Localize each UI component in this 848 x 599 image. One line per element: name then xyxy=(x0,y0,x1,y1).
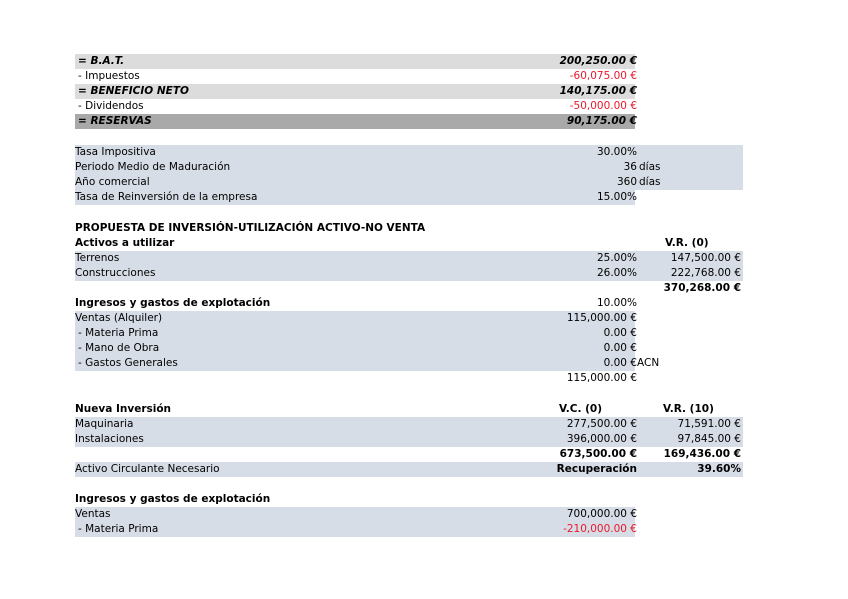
anio-label: Año comercial xyxy=(75,176,150,188)
gg-value: 0.00 € xyxy=(603,357,637,369)
vr0-header: V.R. (0) xyxy=(665,237,709,249)
recup-label: Recuperación xyxy=(556,463,637,475)
activos-header: Activos a utilizar xyxy=(75,237,175,249)
inst-vr: 97,845.00 € xyxy=(677,433,741,445)
recup-value: 39.60% xyxy=(697,463,741,475)
constr-vr: 222,768.00 € xyxy=(670,267,741,279)
ventas-label: Ventas (Alquiler) xyxy=(75,312,163,324)
ventas-value: 115,000.00 € xyxy=(566,312,637,324)
dividendos-value: -50,000.00 € xyxy=(569,100,637,112)
bat-value: 200,250.00 € xyxy=(559,55,637,67)
ventas2-value: 700,000.00 € xyxy=(566,508,637,520)
mp2-value: -210,000.00 € xyxy=(563,523,637,535)
total-vr: 370,268.00 € xyxy=(663,282,741,294)
mo-label: - Mano de Obra xyxy=(78,342,160,354)
vc0-header: V.C. (0) xyxy=(559,403,603,415)
beneficio-value: 140,175.00 € xyxy=(559,85,637,97)
mp-label: - Materia Prima xyxy=(78,327,159,339)
total-vr10: 169,436.00 € xyxy=(663,448,741,460)
maq-vr: 71,591.00 € xyxy=(677,418,741,430)
mp2-label: - Materia Prima xyxy=(78,523,159,535)
anio-unit: días xyxy=(639,176,661,188)
beneficio-label: = BENEFICIO NETO xyxy=(78,85,189,97)
acn-label: Activo Circulante Necesario xyxy=(75,463,220,475)
dividendos-label: - Dividendos xyxy=(78,100,144,112)
reinv-label: Tasa de Reinversión de la empresa xyxy=(75,191,258,203)
pmm-value: 36 xyxy=(623,161,637,173)
tasa-label: Tasa Impositiva xyxy=(75,146,156,158)
mo-value: 0.00 € xyxy=(603,342,637,354)
maq-label: Maquinaria xyxy=(75,418,134,430)
terrenos-label: Terrenos xyxy=(75,252,120,264)
subtotal: 115,000.00 € xyxy=(566,372,637,384)
impuestos-label: - Impuestos xyxy=(78,70,140,82)
gg-note: ACN xyxy=(637,357,660,369)
nueva-header: Nueva Inversión xyxy=(75,403,172,415)
pmm-label: Periodo Medio de Maduración xyxy=(75,161,231,173)
constr-pct: 26.00% xyxy=(596,267,637,279)
reservas-label: = RESERVAS xyxy=(78,115,152,127)
ventas2-label: Ventas xyxy=(75,508,111,520)
mp-value: 0.00 € xyxy=(603,327,637,339)
reinv-value: 15.00% xyxy=(596,191,637,203)
inst-vc: 396,000.00 € xyxy=(566,433,637,445)
total-vc: 673,500.00 € xyxy=(559,448,637,460)
propuesta-title: PROPUESTA DE INVERSIÓN-UTILIZACIÓN ACTIVO-NO VENTA xyxy=(75,222,426,234)
gg-label: - Gastos Generales xyxy=(78,357,178,369)
impuestos-value: -60,075.00 € xyxy=(569,70,637,82)
explot2-header: Ingresos y gastos de explotación xyxy=(75,493,271,505)
ingresos-header: Ingresos y gastos de explotación xyxy=(75,297,271,309)
pmm-unit: días xyxy=(639,161,661,173)
inst-label: Instalaciones xyxy=(75,433,144,445)
reservas-value: 90,175.00 € xyxy=(566,115,637,127)
tasa-value: 30.00% xyxy=(596,146,637,158)
ingresos-pct: 10.00% xyxy=(596,297,637,309)
constr-label: Construcciones xyxy=(75,267,156,279)
terrenos-pct: 25.00% xyxy=(596,252,637,264)
terrenos-vr: 147,500.00 € xyxy=(670,252,741,264)
bat-label: = B.A.T. xyxy=(78,55,125,67)
vr10-header: V.R. (10) xyxy=(663,403,714,415)
anio-value: 360 xyxy=(616,176,637,188)
maq-vc: 277,500.00 € xyxy=(566,418,637,430)
